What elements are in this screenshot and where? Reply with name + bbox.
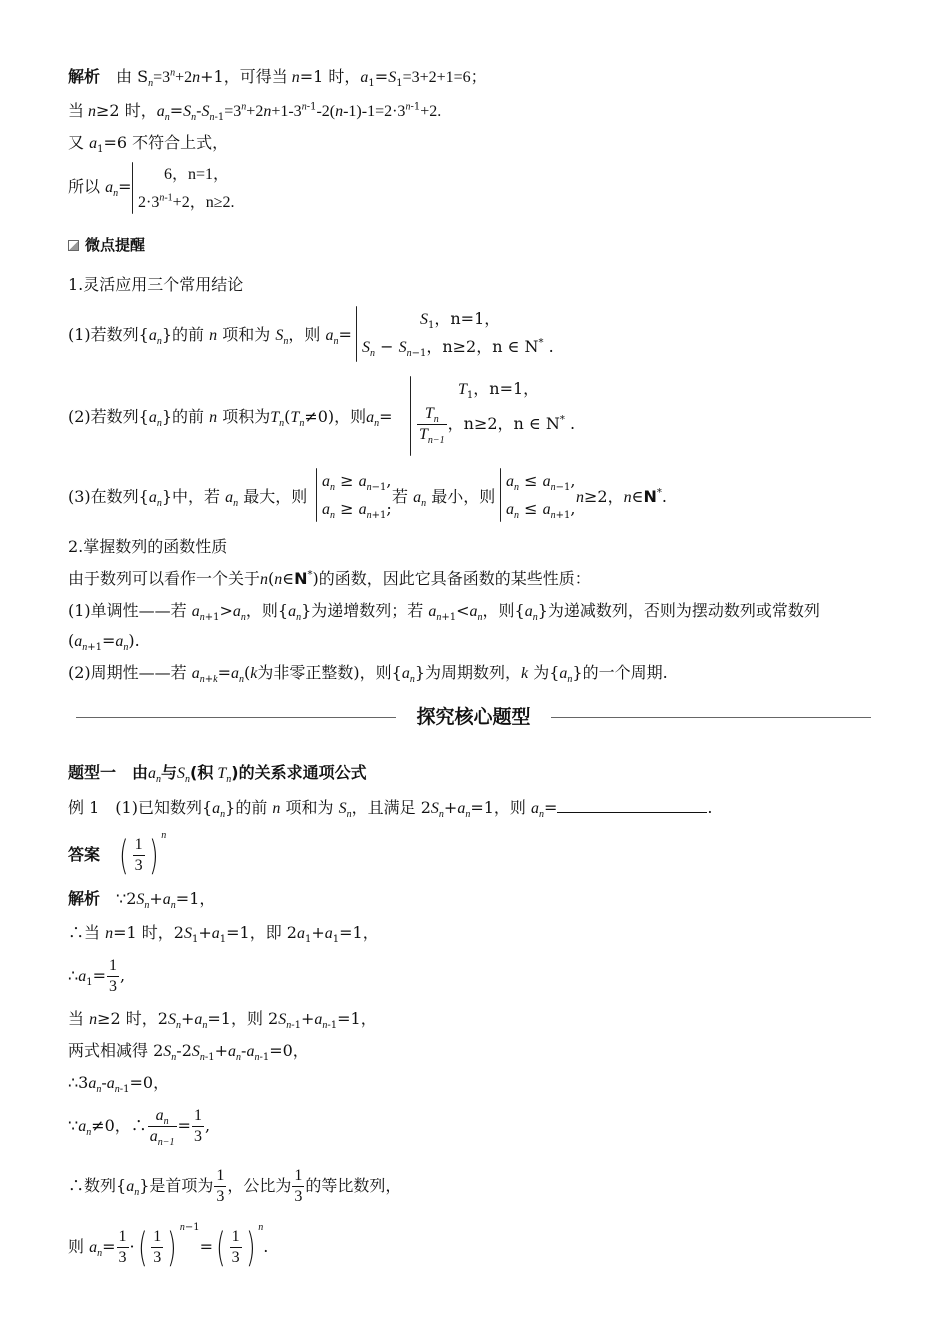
c3-mid: 若 $a_n$ 最小，则 (392, 487, 496, 510)
text: }是首项为 (139, 1176, 214, 1195)
label-analysis: 解析 (68, 889, 101, 908)
label-analysis: 解析 (68, 67, 101, 86)
text: -1)-1=2·3 (343, 103, 406, 120)
text: ，公比为 (227, 1176, 292, 1195)
point-2-text: 由于数列可以看作一个关于n(n∈N*)的函数，因此它具备函数的某些性质： (68, 569, 591, 588)
text: 的等比数列， (305, 1176, 402, 1195)
text: }为周期数列， (414, 663, 521, 682)
text: -2( (316, 103, 336, 120)
conclusion-3: (3)在数列$\{a_n\}$中，若 $a_n$ 最大，则 (68, 487, 308, 510)
text: (1)单调性——若 (68, 601, 187, 620)
text: 当 (68, 1009, 85, 1028)
text: }为递减数列，否则为摆动数列或常数列 (537, 601, 820, 620)
text: =0， (269, 1041, 309, 1060)
text: ∵2 (116, 889, 137, 908)
text: ，且满足 2 (351, 798, 431, 817)
text: )的关系求通项公式 (231, 763, 367, 782)
sol-8: ∴数列$\{a_n\}$是首项为 $\frac{1}{3}$ ，公比为 $\frac{1}{3}$ 的等比数列， (68, 1167, 402, 1205)
c2-case-2: $\frac{T_n}{T_{n-1}}$ ，n≥2，n ∈ N* . (419, 405, 576, 447)
sol-1: 解析 $\because 2S_n+a_n=1$， (68, 889, 216, 912)
text: ，则{ (482, 601, 525, 620)
example-label: 例 1 (68, 798, 100, 817)
text: 与 (161, 763, 178, 782)
tip-title (68, 234, 145, 256)
text: ，则 (288, 325, 321, 344)
sol-6: $\therefore 3a_n-a_{n-1}=0$， (68, 1073, 170, 1096)
text: 两式相减得 2 (68, 1041, 164, 1060)
c2-case-1: $T_1$，n=1， (458, 379, 540, 402)
section-title: 探究核心题型 (416, 706, 531, 728)
point-2-title: 2.掌握数列的函数性质 (68, 537, 228, 556)
text: 项积为 (222, 407, 271, 426)
text: }的前 (225, 798, 268, 817)
text: }中，若 (161, 487, 221, 506)
c3-end: n≥2，n∈N*. (576, 487, 667, 506)
text: (积 (190, 763, 214, 782)
monotonic-text-2: $(a_{n+1}=a_n)$. (68, 631, 140, 654)
text: ，n≥2，n ∈ N (426, 337, 539, 356)
text: +2. (420, 103, 442, 120)
text: 题型一 由 (68, 763, 149, 782)
text: 为{ (533, 663, 560, 682)
brace (410, 376, 411, 456)
text: 项和为 (285, 798, 334, 817)
text: +2，n≥2. (172, 194, 235, 211)
text: =1 时，2 (113, 923, 184, 942)
text: +1-3 (271, 103, 302, 120)
text: (2)周期性——若 (68, 663, 187, 682)
text: (2)若数列{ (68, 407, 149, 426)
text: 所以 (68, 177, 101, 196)
brace (500, 468, 501, 522)
text: }的一个周期. (572, 663, 668, 682)
case-1: 6，n=1， (164, 166, 230, 183)
brace (132, 162, 133, 214)
text: ≥2 时，2 (97, 1009, 168, 1028)
text: =1，则 2 (207, 1009, 279, 1028)
type-1-title: 题型一 由$a_n$与$S_n$(积 $T_n$)的关系求通项公式 (68, 763, 367, 786)
conclusion-2: (2)若数列$\{a_n\}$的前 n 项积为$T_n(T_n\ne 0)$，则$a_n=$ (68, 407, 393, 430)
text: )的函数，因此它具备函数的某些性质： (312, 569, 591, 588)
text: ∵ (68, 1116, 79, 1135)
text: =1， (175, 889, 216, 908)
text: 最小，则 (431, 487, 496, 506)
text: ，则{ (245, 601, 289, 620)
text: ∴3 (68, 1073, 89, 1092)
periodic-text: (2)周期性——若 $a_{n+k}=a_n(k$为非零正整数)，则$\{a_n\}$为周期数列，k 为$\{a_n\}$的一个周期. (68, 663, 668, 686)
sol-5: 两式相减得 $2S_n-2S_{n-1}+a_n-a_{n-1}=0$， (68, 1041, 309, 1064)
case-2: $2\cdot 3^{n-1}+2$，n≥2. (138, 192, 235, 211)
c3-max-case-2: $a_n \ge a_{n+1}$; (322, 499, 392, 522)
answer-blank[interactable] (557, 796, 707, 813)
text: =3 (153, 69, 171, 86)
text: +2 (246, 103, 264, 120)
text: 微点提醒 (85, 236, 146, 254)
text: 若 (392, 487, 409, 506)
text: ∴ (68, 966, 79, 985)
label-answer: 答案 (68, 845, 101, 864)
text: ≥2， (584, 487, 624, 506)
text: (1)已知数列{ (115, 798, 213, 817)
text: }的前 (161, 407, 205, 426)
solution-line-3: 又 $a_1=6$ 不符合上式， (68, 133, 229, 156)
section-divider (76, 702, 871, 732)
text: = (544, 798, 558, 817)
text: 2·3 (138, 194, 160, 211)
text: ≠0)，则 (304, 407, 367, 426)
text: 最大，则 (243, 487, 308, 506)
text: (3)在数列{ (68, 487, 149, 506)
sol-9: 则 $a_n=$ $\frac{1}{3}$ ·( $\frac{1}{3}$ ) $^{n-1}$=( $\frac{1}{3}$ ) $^n$. (68, 1222, 269, 1271)
text: =1，则 (470, 798, 526, 817)
brace (356, 306, 357, 362)
solution-line-4: 所以 $a_n=$ (68, 177, 132, 200)
text: +1，可得当 (200, 67, 288, 86)
text: =0， (129, 1073, 170, 1092)
text: 由 S (116, 67, 149, 86)
text: ，n=1， (434, 309, 501, 328)
c3-min-case-1: $a_n \le a_{n-1}$, (506, 471, 576, 494)
example-1: 例 1 (1)已知数列$\{a_n\}$的前 n 项和为 $S_n$，且满足 $2S_n+a_n=1$，则 $a_n=$ . (68, 798, 713, 821)
text: ，n=1， (473, 379, 540, 398)
text: (1)若数列{ (68, 325, 149, 344)
text: 又 (68, 133, 85, 152)
text: =3+2+1=6； (402, 69, 487, 86)
sol-4: 当 n≥2 时，$2S_n+a_n=1$，则 $2S_{n-1}+a_{n-1}=1$， (68, 1009, 377, 1032)
brace (316, 468, 317, 522)
text: ∴数列{ (68, 1176, 127, 1195)
text: 项和为 (222, 325, 271, 344)
text: =1， (339, 923, 379, 942)
c3-min-case-2: $a_n \le a_{n+1}$, (506, 499, 576, 522)
text: ，n≥2，n ∈ N (447, 414, 560, 433)
text: 由于数列可以看作一个关于 (68, 569, 261, 588)
divider-line-left (76, 717, 396, 718)
conclusion-1: (1)若数列$\{a_n\}$的前 n 项和为 $S_n$，则 $a_n=$ (68, 325, 352, 348)
c1-case-2: $S_n - S_{n-1}$，n≥2，n ∈ N* . (362, 337, 554, 360)
text: 当 (68, 101, 85, 120)
text: ∈ (631, 487, 644, 506)
text: =3 (224, 103, 242, 120)
c1-case-1: $S_1$，n=1， (420, 309, 501, 332)
answer-line: 答案 ( $\frac{1}{3}$ ) $^n$ (68, 830, 167, 879)
text: =1 时， (299, 67, 361, 86)
text: 为非零正整数)，则{ (257, 663, 402, 682)
solution-line-1: 解析 由 $S_n=3^n+2n+1$，可得当 n=1 时，$a_1=S_1=3+2+1=6$； (68, 67, 487, 90)
text: =1， (337, 1009, 377, 1028)
text: =1，即 2 (226, 923, 297, 942)
point-1-title: 1.灵活应用三个常用结论 (68, 275, 244, 294)
text: +2 (175, 69, 193, 86)
text: 则 (68, 1237, 85, 1256)
text: }为递增数列；若 (301, 601, 424, 620)
square-icon (68, 240, 79, 251)
solution-line-2: 当 n≥2 时，$a_n=S_n-S_{n-1}=3^n+2n+1-3^{n-1}-2(n-1)-1=2\cdot 3^{n-1}+2$. (68, 101, 442, 124)
sol-2: ∴当 n=1 时，$2S_1+a_1=1$，即 $2a_1+a_1=1$， (68, 923, 379, 946)
divider-line-right (551, 717, 871, 718)
monotonic-text: (1)单调性——若 $a_{n+1}>a_n$，则$\{a_n\}$为递增数列；若 $a_{n+1}<a_n$，则$\{a_n\}$为递减数列，否则为摆动数列或常数列 (68, 601, 820, 624)
c3-max-case-1: $a_n \ge a_{n-1}$, (322, 471, 392, 494)
sol-7: $\because a_n\ne 0$，∴ $\frac{a_n}{a_{n-1}}$ = $\frac{1}{3}$ , (68, 1107, 211, 1149)
text: ≥2 时， (96, 101, 157, 120)
text: ∴当 (68, 923, 101, 942)
text: ≠0，∴ (91, 1116, 147, 1135)
text: =6 不符合上式， (103, 133, 229, 152)
sol-3: $\therefore a_1=$ $\frac{1}{3}$ , (68, 957, 126, 995)
text: ∈ (282, 569, 295, 588)
text: }的前 (161, 325, 205, 344)
